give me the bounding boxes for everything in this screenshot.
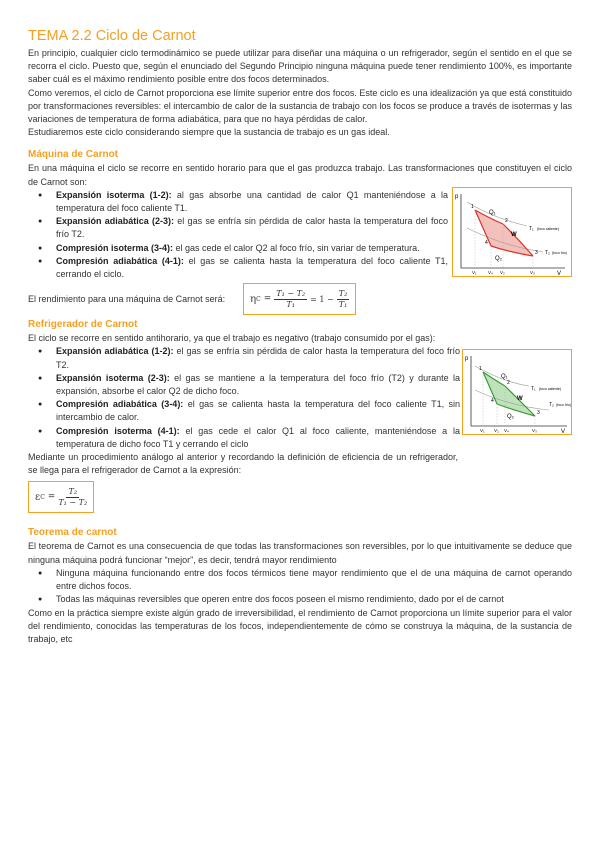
p-axis-label: p bbox=[455, 193, 459, 200]
list-item: ● Compresión isoterma (4-1): el gas cede el calor Q1 al foco caliente, manteniéndose a la temperatura de dicho foco T1 y cerrando el ciclo bbox=[56, 425, 460, 451]
engine-pv-diagram bbox=[452, 187, 572, 277]
t1-label: T₁ bbox=[529, 225, 534, 232]
list-item: ● Expansión isoterma (2-3): el gas se mantiene a la temperatura del foco frío (T2) y durante la expansión, absorbe el calor Q2 de dicho foco. bbox=[56, 372, 460, 398]
engine-lead: En una máquina el ciclo se recorre en sentido horario para que el gas produzca trabajo. Las transformaciones que constituyen el ciclo de Carnot son: bbox=[28, 163, 572, 187]
v-tick: V₂ bbox=[500, 269, 505, 275]
point-3: 3 bbox=[537, 410, 540, 417]
v-tick: V₂ bbox=[494, 428, 499, 434]
fridge-pv-diagram bbox=[462, 349, 572, 435]
engine-steps-list bbox=[28, 189, 448, 281]
theorem-closing: Como en la práctica siempre existe algún grado de irreversibilidad, el rendimiento de Carnot proporciona un límite superior para el valor del rendimiento, conocidas las temperaturas de los focos, independientemente de cómo se construya la máquina, de la sustancia de trabajo, etc bbox=[28, 607, 572, 644]
point-3: 3 bbox=[535, 249, 538, 256]
t2-label: T₂ bbox=[549, 402, 554, 409]
q2-label: Q₂ bbox=[507, 414, 514, 421]
intro-paragraph-1: En principio, cualquier ciclo termodinámico se puede utilizar para diseñar una máquina o un refrigerador, según el sentido en el que se recorra el ciclo. Puesto que, según el enunciado del Segundo Principio ninguna máquina puede tener rendimiento 100%, es importante saber cuál es el máximo rendimiento posible entre dos focos determinados. bbox=[28, 48, 572, 85]
document-page bbox=[28, 28, 572, 646]
fridge-efficiency-formula: ε C = $\frac{\text{T₂}}{\text{T₁ − T₂}}$ bbox=[28, 481, 94, 513]
theorem-lead: El teorema de Carnot es una consecuencia de que todas las transformaciones son reversibles, por lo que intuitivamente se deduce que ninguna máquina podrá funcionar “mejor”, es decir, tendrá mayor rendimiento bbox=[28, 541, 572, 565]
q1-label: Q₁ bbox=[501, 374, 508, 381]
fridge-steps-list bbox=[28, 345, 460, 451]
fridge-heading: Refrigerador de Carnot bbox=[28, 319, 138, 331]
point-1: 1 bbox=[479, 366, 482, 373]
v-axis-label: V bbox=[557, 270, 562, 276]
work-label: W bbox=[511, 231, 517, 238]
fridge-closing: Mediante un procedimiento análogo al anterior y recordando la definición de eficiencia de un refrigerador, se llega para el refrigerador de Carnot a la expresión: bbox=[28, 452, 458, 476]
theorem-list bbox=[28, 567, 572, 607]
q1-label: Q₁ bbox=[489, 209, 496, 216]
list-item: ● Ninguna máquina funcionando entre dos focos térmicos tiene mayor rendimiento que el de una máquina de carnot operando entre dichos focos. bbox=[56, 567, 572, 593]
t1-label: T₁ bbox=[531, 386, 536, 393]
v-tick: V₄ bbox=[488, 269, 493, 275]
efficiency-label: El rendimiento para una máquina de Carnot será: bbox=[28, 293, 226, 304]
list-item: ● Compresión isoterma (3-4): el gas cede el calor Q2 al foco frío, sin variar de temperatura. bbox=[56, 242, 448, 255]
point-2: 2 bbox=[507, 380, 510, 387]
t1-desc: (foco caliente) bbox=[539, 387, 561, 392]
list-item: ● Compresión adiabática (4-1): el gas se calienta hasta la temperatura del foco caliente T1, cerrando el ciclo. bbox=[56, 255, 448, 281]
point-4: 4 bbox=[485, 239, 488, 246]
fridge-lead: El ciclo se recorre en sentido antihorario, ya que el trabajo es negativo (trabajo consumido por el gas): bbox=[28, 333, 436, 344]
list-item: ● Expansión isoterma (1-2): al gas absorbe una cantidad de calor Q1 manteniéndose a la temperatura del foco caliente T1. bbox=[56, 189, 448, 215]
work-label: W bbox=[517, 396, 523, 403]
engine-heading: Máquina de Carnot bbox=[28, 149, 119, 161]
point-2: 2 bbox=[505, 217, 508, 224]
v-tick: V₃ bbox=[532, 428, 537, 434]
v-tick: V₁ bbox=[480, 428, 485, 434]
v-tick: V₄ bbox=[504, 428, 509, 434]
page-title: TEMA 2.2 Ciclo de Carnot bbox=[28, 28, 196, 44]
engine-diagram-svg bbox=[453, 188, 571, 276]
fridge-diagram-svg bbox=[463, 350, 571, 434]
list-item: ● Todas las máquinas reversibles que operen entre dos focos poseen el mismo rendimiento, dado por el de carnot bbox=[56, 593, 572, 606]
theorem-heading: Teorema de carnot bbox=[28, 527, 117, 539]
list-item: ● Expansión adiabática (2-3): el gas se enfría sin pérdida de calor hasta la temperatura del foco frío T2. bbox=[56, 215, 448, 241]
intro-paragraph-2: Como veremos, el ciclo de Carnot proporciona ese límite superior entre dos focos. Este ciclo es una idealización ya que está constituido por transformaciones reversibles: el intercambio de calor de la sustancia de trabajo con los focos se produce a través de isotermas y las variaciones de temperatura de forma adiabática, para que no haya pérdidas de calor. bbox=[28, 87, 572, 125]
point-1: 1 bbox=[471, 203, 474, 210]
v-axis-label: V bbox=[561, 429, 566, 435]
point-4: 4 bbox=[491, 398, 494, 405]
q2-label: Q₂ bbox=[495, 255, 502, 262]
intro-paragraph-3: Estudiaremos este ciclo considerando siempre que la sustancia de trabajo es un gas ideal. bbox=[28, 127, 390, 138]
t2-desc: (foco frío) bbox=[552, 250, 567, 255]
list-item: ● Expansión adiabática (1-2): el gas se enfría sin pérdida de calor hasta la temperatura del foco frío T2. bbox=[56, 345, 460, 371]
t2-desc: (foco frío) bbox=[556, 403, 571, 408]
t2-label: T₂ bbox=[545, 249, 550, 256]
engine-efficiency-formula: η C = $\frac{\text{T₁ − T₂}}{\text{T₁}}$ = 1 − $\frac{\text{T₂}}{\text{T₁}}$ bbox=[243, 283, 356, 315]
p-axis-label: p bbox=[465, 356, 469, 363]
list-item: ● Compresión adiabática (3-4): el gas se calienta hasta la temperatura del foco caliente T1, sin intercambio de calor. bbox=[56, 398, 460, 424]
v-tick: V₃ bbox=[530, 269, 535, 275]
t1-desc: (foco caliente) bbox=[537, 226, 559, 231]
v-tick: V₁ bbox=[472, 269, 477, 275]
